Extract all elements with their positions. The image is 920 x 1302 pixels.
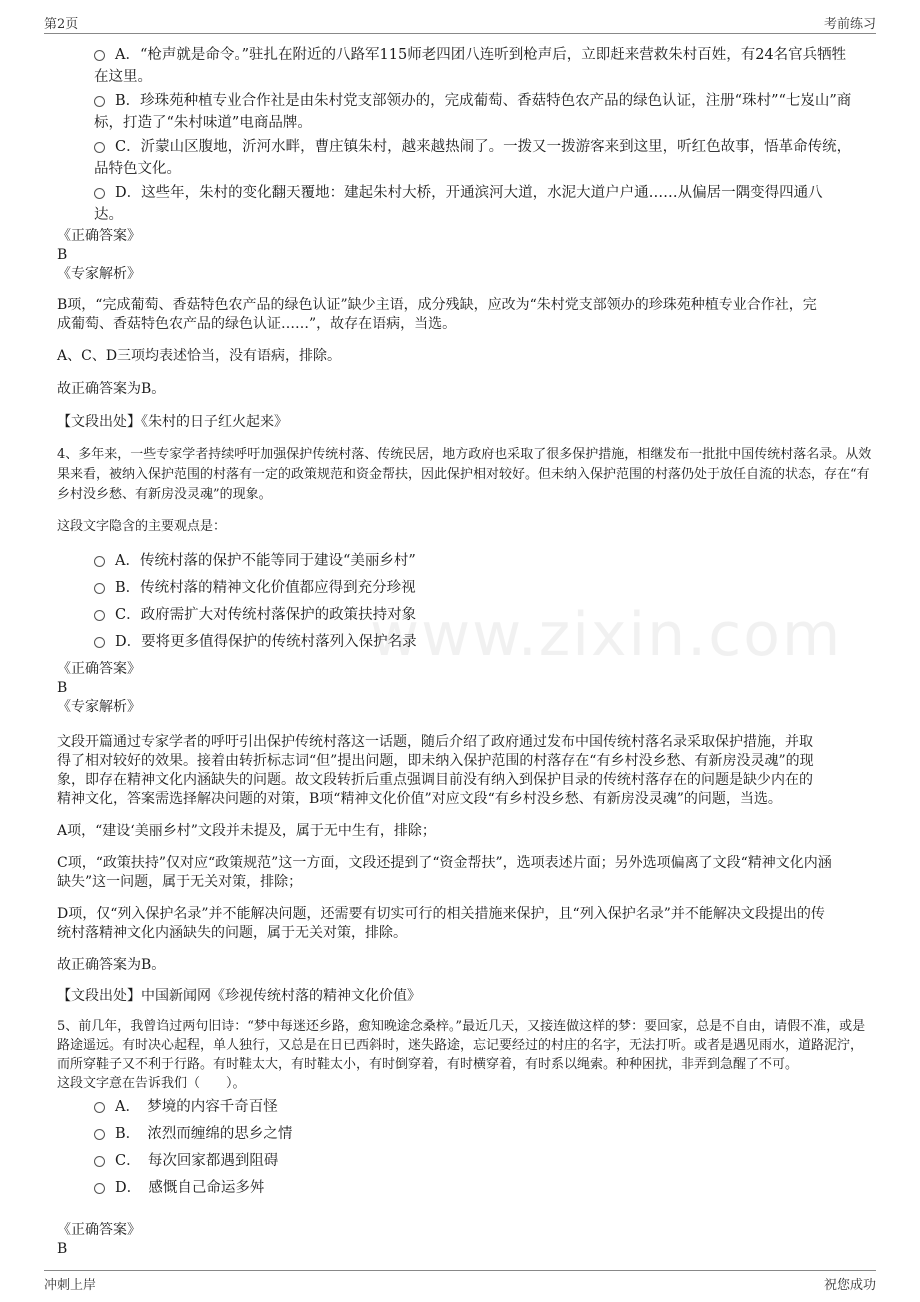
q5-answer-label: 《正确答案》 bbox=[57, 1222, 141, 1238]
q4-option-a[interactable]: A．传统村落的保护不能等同于建设“美丽乡村” bbox=[94, 551, 416, 571]
q4-option-c[interactable]: C．政府需扩大对传统村落保护的政策扶持对象 bbox=[94, 605, 416, 625]
q4-analysis-text: 缺失”这一问题，属于无关对策，排除； bbox=[57, 874, 303, 890]
q3-option-c-cont: 品特色文化。 bbox=[94, 161, 181, 177]
q3-option-a[interactable]: A．“枪声就是命令。”驻扎在附近的八路军115师老四团八连听到枪声后，立即赶来营救朱村百姓，有24名官兵牺牲 bbox=[94, 45, 846, 65]
radio-icon[interactable] bbox=[94, 556, 105, 567]
q4-source: 【文段出处】中国新闻网《珍视传统村落的精神文化价值》 bbox=[57, 988, 421, 1004]
radio-icon[interactable] bbox=[94, 188, 105, 199]
q3-option-a-cont: 在这里。 bbox=[94, 69, 152, 85]
radio-icon[interactable] bbox=[94, 610, 105, 621]
radio-icon[interactable] bbox=[94, 1102, 105, 1113]
radio-icon[interactable] bbox=[94, 142, 105, 153]
page-footer bbox=[44, 1270, 876, 1294]
footer-left: 冲刺上岸 bbox=[44, 1278, 97, 1293]
q4-analysis-text: 故正确答案为B。 bbox=[57, 957, 166, 973]
q4-analysis-text: D项，仅“列入保护名录”并不能解决问题，还需要有切实可行的相关措施来保护，且“列入保护名录”并不能解决文段提出的传 bbox=[57, 906, 825, 922]
radio-icon[interactable] bbox=[94, 50, 105, 61]
header-title: 考前练习 bbox=[823, 17, 876, 32]
q3-answer: B bbox=[57, 247, 68, 263]
q5-answer: B bbox=[57, 1241, 68, 1257]
radio-icon[interactable] bbox=[94, 1156, 105, 1167]
q3-answer-label: 《正确答案》 bbox=[57, 228, 141, 244]
q4-stem: 4、多年来，一些专家学者持续呼吁加强保护传统村落、传统民居，地方政府也采取了很多保护措施，相继发布一批批中国传统村落名录。从效 bbox=[57, 447, 872, 462]
q4-stem: 乡村没乡愁、有新房没灵魂”的现象。 bbox=[57, 487, 272, 502]
q4-analysis-text: 精神文化，答案需选择解决问题的对策，B项“精神文化价值”对应文段“有乡村没乡愁、有新房没灵魂”的问题，当选。 bbox=[57, 791, 782, 807]
q4-analysis-text: 得了相对较好的效果。接着由转折标志词“但”提出问题，即未纳入保护范围的村落存在“有乡村没乡愁、有新房没灵魂”的现 bbox=[57, 753, 814, 769]
q3-option-b-cont: 标，打造了“朱村味道”电商品牌。 bbox=[94, 115, 312, 131]
q4-option-d[interactable]: D．要将更多值得保护的传统村落列入保护名录 bbox=[94, 632, 417, 652]
q3-analysis-label: 《专家解析》 bbox=[57, 266, 141, 282]
q4-analysis-text: C项，“政策扶持”仅对应“政策规范”这一方面，文段还提到了“资金帮扶”，选项表述片面；另外选项偏离了文段“精神文化内涵 bbox=[57, 855, 832, 871]
q3-analysis-text: 成葡萄、香菇特色农产品的绿色认证……”，故存在语病，当选。 bbox=[57, 316, 457, 332]
footer-right: 祝您成功 bbox=[823, 1278, 876, 1293]
radio-icon[interactable] bbox=[94, 637, 105, 648]
q4-stem: 果来看，被纳入保护范围的村落有一定的政策规范和资金帮扶，因此保护相对较好。但未纳入保护范围的村落仍处于放任自流的状态，存在“有 bbox=[57, 467, 870, 482]
q3-source: 【文段出处】《朱村的日子红火起来》 bbox=[57, 414, 288, 430]
q3-analysis-text: A、C、D三项均表述恰当，没有语病，排除。 bbox=[57, 348, 342, 364]
q4-analysis-label: 《专家解析》 bbox=[57, 699, 141, 715]
q3-analysis-text: 故正确答案为B。 bbox=[57, 381, 166, 397]
q3-analysis-text: B项，“完成葡萄、香菇特色农产品的绿色认证”缺少主语，成分残缺，应改为“朱村党支部领办的珍珠苑种植专业合作社，完 bbox=[57, 297, 817, 313]
q4-analysis-text: 文段开篇通过专家学者的呼吁引出保护传统村落这一话题，随后介绍了政府通过发布中国传统村落名录采取保护措施，并取 bbox=[57, 734, 813, 750]
q5-option-a[interactable]: A． 梦境的内容千奇百怪 bbox=[94, 1097, 278, 1117]
q5-option-d[interactable]: D． 感慨自己命运多舛 bbox=[94, 1178, 264, 1198]
q4-option-b[interactable]: B．传统村落的精神文化价值都应得到充分珍视 bbox=[94, 578, 416, 598]
radio-icon[interactable] bbox=[94, 1183, 105, 1194]
q4-answer: B bbox=[57, 680, 68, 696]
q4-analysis-text: 统村落精神文化内涵缺失的问题，属于无关对策，排除。 bbox=[57, 925, 407, 941]
radio-icon[interactable] bbox=[94, 1129, 105, 1140]
q3-option-b[interactable]: B．珍珠苑种植专业合作社是由朱村党支部领办的，完成葡萄、香菇特色农产品的绿色认证，注册“珠村”“七岌山”商 bbox=[94, 91, 851, 111]
q5-option-b[interactable]: B． 浓烈而缠绵的思乡之情 bbox=[94, 1124, 292, 1144]
q5-stem: 而所穿鞋子又不利于行路。有时鞋太大，有时鞋太小，有时倒穿着，有时横穿着，有时系以绳索。种种困扰，非弄到急醒了不可。 bbox=[57, 1057, 799, 1072]
q5-stem: 路途遥远。有时决心起程，单人独行，又总是在日已西斜时，迷失路途，忘记要经过的村庄的名字，无法打听。或者是遇见雨水，道路泥泞， bbox=[57, 1038, 864, 1053]
q4-answer-label: 《正确答案》 bbox=[57, 661, 141, 677]
radio-icon[interactable] bbox=[94, 96, 105, 107]
q4-analysis-text: 象，即存在精神文化内涵缺失的问题。故文段转折后重点强调目前没有纳入到保护目录的传统村落存在的问题是缺少内在的 bbox=[57, 772, 813, 788]
watermark: www.zixin.com bbox=[370, 600, 843, 670]
q5-stem: 5、前几年，我曾诌过两句旧诗：“梦中每迷还乡路，愈知晚途念桑梓。”最近几天，又接连做这样的梦：要回家，总是不自由，请假不准，或是 bbox=[57, 1019, 866, 1034]
q3-option-c[interactable]: C．沂蒙山区腹地，沂河水畔，曹庄镇朱村，越来越热闹了。一拨又一拨游客来到这里，听红色故事，悟革命传统， bbox=[94, 137, 851, 157]
radio-icon[interactable] bbox=[94, 583, 105, 594]
q3-option-d-cont: 达。 bbox=[94, 207, 123, 223]
q3-option-d[interactable]: D．这些年，朱村的变化翻天覆地：建起朱村大桥，开通滨河大道，水泥大道户户通……从偏居一隅变得四通八 bbox=[94, 183, 823, 203]
page-number: 第2页 bbox=[44, 17, 79, 32]
q5-option-c[interactable]: C． 每次回家都遇到阻碍 bbox=[94, 1151, 278, 1171]
q4-analysis-text: A项，“建设‘美丽乡村”文段并未提及，属于无中生有，排除； bbox=[57, 823, 436, 839]
q4-question: 这段文字隐含的主要观点是： bbox=[57, 519, 227, 534]
q5-question: 这段文字意在告诉我们（ ）。 bbox=[57, 1076, 246, 1091]
page-header bbox=[44, 13, 876, 34]
